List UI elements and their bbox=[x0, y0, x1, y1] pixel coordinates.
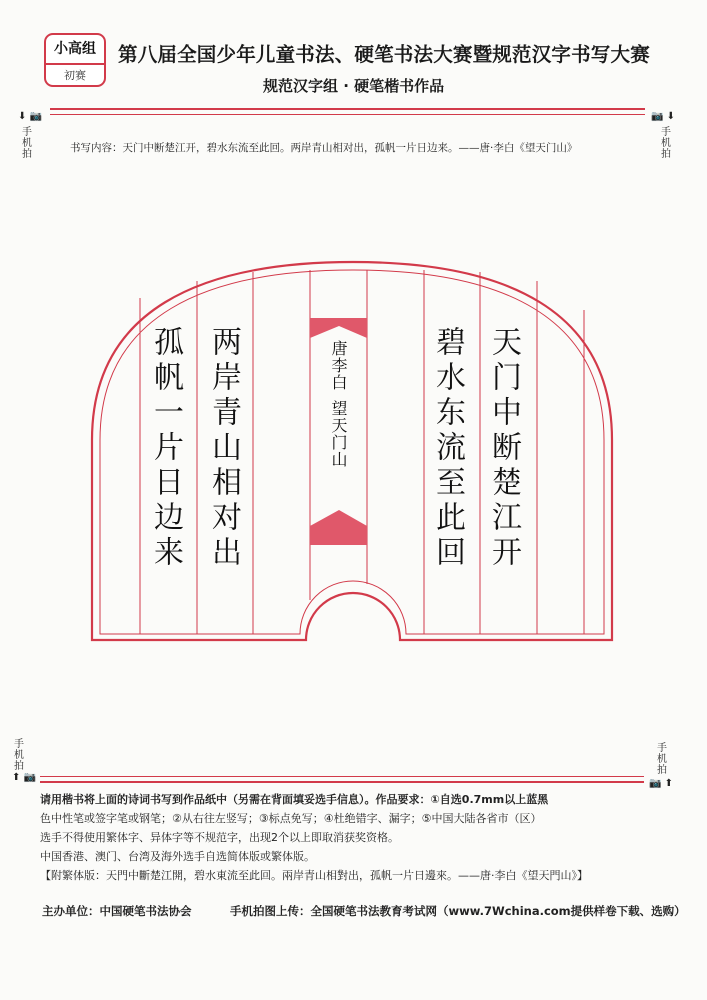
camera-up-icon-left: ⬆ 📷 bbox=[12, 772, 37, 783]
instructions-line-4: 中国香港、澳门、台湾及海外选手自选简体版或繁体版。 bbox=[40, 850, 315, 863]
phone-photo-label-bottom-left: 手机拍 bbox=[14, 739, 24, 772]
organizer: 主办单位：中国硬笔书法协会 bbox=[42, 904, 192, 918]
poem-column-1: 天门中断楚江开 bbox=[486, 326, 521, 571]
poem-column-4: 孤帆一片日边来 bbox=[148, 326, 183, 571]
bottom-rule-thin bbox=[40, 776, 644, 777]
poem-column-2: 碧水东流至此回 bbox=[430, 326, 465, 571]
poem-column-3: 两岸青山相对出 bbox=[206, 326, 241, 571]
instructions-line-5: 【附繁体版：天門中斷楚江開，碧水東流至此回。兩岸青山相對出，孤帆一片日邊來。——唐·李白《望天門山》】 bbox=[40, 869, 588, 882]
camera-down-icon-left: ⬇ 📷 bbox=[18, 111, 43, 122]
phone-photo-label-left: 手机拍 bbox=[22, 127, 32, 160]
page-title: 第八届全国少年儿童书法、硬笔书法大赛暨规范汉字书写大赛 bbox=[118, 43, 650, 66]
instructions-line-2: 色中性笔或签字笔或钢笔；②从右往左竖写；③标点免写；④杜绝错字、漏字；⑤中国大陆各省市（区） bbox=[40, 812, 542, 825]
signature-title: 望天门山 bbox=[329, 400, 348, 468]
signature-author: 唐李白 bbox=[329, 340, 348, 391]
phone-photo-label-right: 手机拍 bbox=[661, 127, 671, 160]
bottom-rule bbox=[40, 781, 644, 783]
instructions-line-3: 选手不得使用繁体字、异体字等不规范字，出现2个以上即取消获奖资格。 bbox=[40, 831, 399, 844]
instructions-line-1: 请用楷书将上面的诗词书写到作品纸中（另需在背面填妥选手信息）。作品要求：①自选0.7mm以上蓝黑 bbox=[40, 793, 549, 806]
camera-down-icon-right: 📷 ⬇ bbox=[651, 111, 676, 122]
camera-up-icon-right: 📷 ⬆ bbox=[649, 778, 674, 789]
group-label: 小高组 bbox=[46, 35, 104, 65]
upload-info: 手机拍图上传：全国硬笔书法教育考试网（www.7Wchina.com提供样卷下载、选购） bbox=[230, 904, 686, 918]
round-label: 初赛 bbox=[64, 69, 86, 82]
writing-content: 书写内容：天门中断楚江开，碧水东流至此回。两岸青山相对出，孤帆一片日边来。——唐·李白《望天门山》 bbox=[70, 142, 578, 154]
phone-photo-label-bottom-right: 手机拍 bbox=[657, 743, 667, 776]
page-subtitle: 规范汉字组 · 硬笔楷书作品 bbox=[263, 77, 445, 95]
